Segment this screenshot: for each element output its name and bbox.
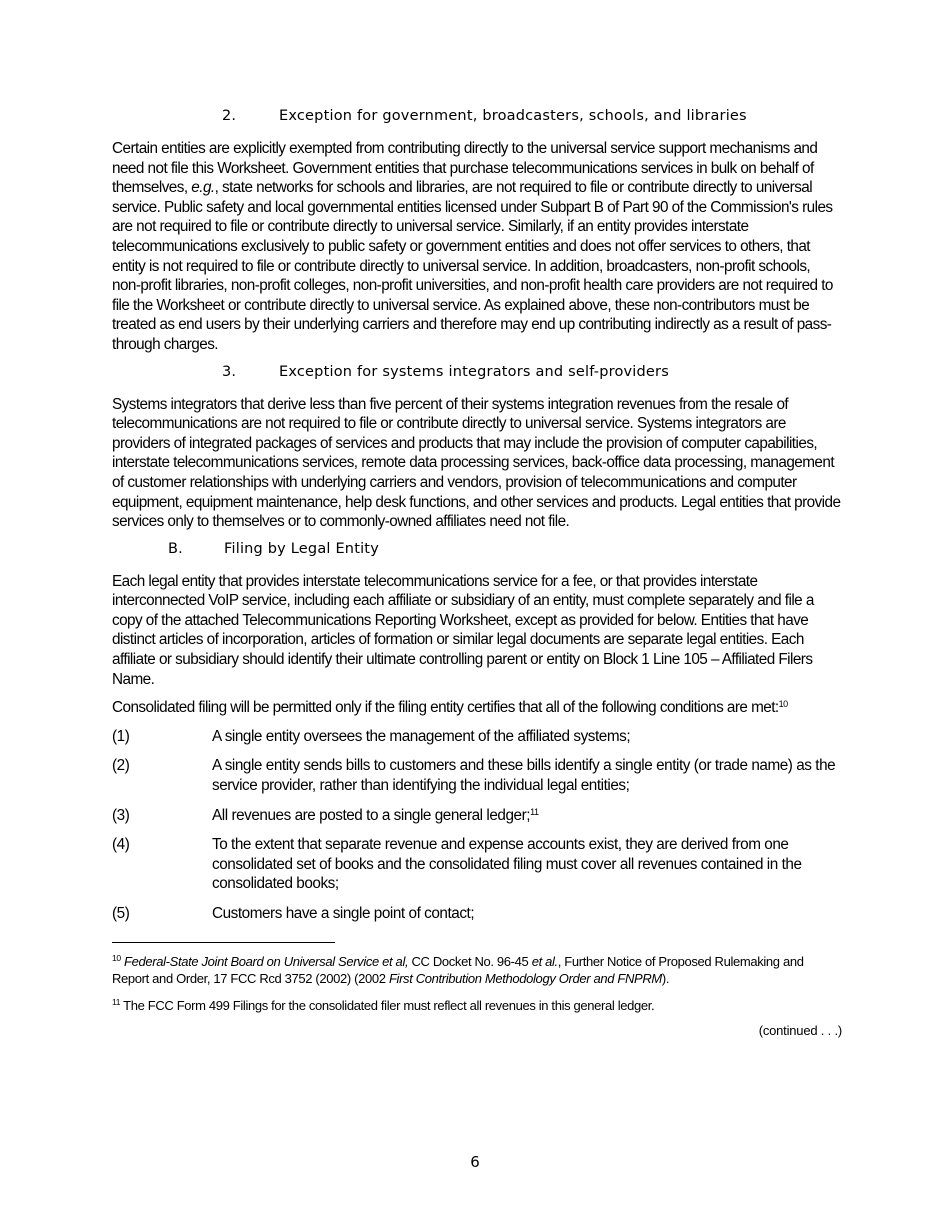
list-item (112, 904, 842, 924)
section-b-title: Filing by Legal Entity (224, 540, 379, 557)
section-b-paragraph-2: Consolidated filing will be permitted only if the filing entity certifies that all of the following conditions are met:$^{10}$ (112, 699, 788, 717)
section-2-number: 2. (222, 108, 237, 124)
list-item-number: (1) (112, 727, 130, 745)
footnote-11: $^{11}$ The FCC Form 499 Filings for the consolidated filer must reflect all revenues in this general ledger. (112, 997, 655, 1013)
section-2-heading (112, 108, 842, 130)
footnote-divider (112, 942, 335, 943)
section-3-title: Exception for systems integrators and self-providers (279, 363, 669, 380)
section-2-paragraph: Certain entities are explicitly exempted from contributing directly to the universal service support mechanisms and need not file this Worksheet. Government entities that purchase telecommunications services in bulk on behalf of themselves, e.g., state networks for schools and libraries, are not required to file or contribute directly to universal service. Public safety and local governmental entities licensed under Subpart B of Part 90 of the Commission's rules are not required to file or contribute directly to universal service. Similarly, if an entity provides interstate telecommunications exclusively to public safety or government entities and does not offer services to others, that entity is not required to file or contribute directly to universal service. In addition, broadcasters, non-profit schools, non-profit libraries, non-profit colleges, non-profit universities, and non-profit health care providers are not required to file the Worksheet or contribute directly to universal service. As explained above, these non-contributors must be treated as end users by their underlying carriers and therefore may end up contributing indirectly as a result of pass-through charges. (112, 140, 833, 353)
list-item-number: (4) (112, 836, 130, 854)
footnote-10: $^{10}$ Federal-State Joint Board on Universal Service et al, CC Docket No. 96-45 et al., Further Notice of Proposed Rulemaking and Report and Order, 17 FCC Rcd 3752 (2002) (2002 First Contribution Methodology Order and FNPRM). (112, 953, 804, 987)
footnote-ref-11[interactable]: 11 (530, 806, 539, 817)
list-item (112, 756, 842, 795)
list-item-number: (3) (112, 806, 130, 824)
list-item (112, 727, 842, 747)
section-2-title: Exception for government, broadcasters, schools, and libraries (279, 108, 747, 124)
list-item-text: A single entity oversees the management of the affiliated systems; (212, 727, 631, 745)
list-item-text: Customers have a single point of contact; (212, 905, 475, 922)
eg-italic: e.g. (191, 179, 215, 197)
section-b-heading (112, 541, 842, 563)
list-item-text: All revenues are posted to a single general ledger;$^{11}$ (212, 806, 539, 824)
list-item (112, 806, 842, 826)
section-3-heading (112, 364, 842, 386)
list-item-text: To the extent that separate revenue and expense accounts exist, they are derived from one consolidated set of books and the consolidated filing must cover all revenues contained in the consolidated books; (212, 836, 802, 893)
conditions-list (112, 727, 842, 924)
footnote-ref-10[interactable]: 10 (778, 699, 788, 710)
list-item-number: (5) (112, 905, 130, 922)
section-3-paragraph: Systems integrators that derive less than five percent of their systems integration revenues from the resale of telecommunications are not required to file or contribute directly to universal service. Systems integrators are providers of integrated packages of services and products that may include the provision of computer capabilities, interstate telecommunications services, remote data processing services, back-office data processing, management of customer relationships with underlying carriers and vendors, provision of telecommunications and computer equipment, equipment maintenance, help desk functions, and other services and products. Legal entities that provide services only to themselves or to commonly-owned affiliates need not file. (112, 395, 841, 531)
continued-note: (continued . . .) (758, 1023, 842, 1039)
page-number: 6 (470, 1153, 480, 1171)
document-page (112, 108, 842, 1038)
list-item-number: (2) (112, 757, 130, 775)
section-b-number: B. (168, 540, 183, 557)
footnote-11-number: 11 (112, 997, 121, 1008)
list-item (112, 835, 842, 894)
section-b-paragraph-1: Each legal entity that provides interstate telecommunications service for a fee, or that provides interstate interconnected VoIP service, including each affiliate or subsidiary of an entity, must complete separately and file a copy of the attached Telecommunications Reporting Worksheet, except as provided for below. Entities that have distinct articles of incorporation, articles of formation or similar legal documents are separate legal entities. Each affiliate or subsidiary should identify their ultimate controlling parent or entity on Block 1 Line 105 – Affiliated Filers Name. (112, 572, 814, 688)
list-item-text: A single entity sends bills to customers and these bills identify a single entity (or trade name) as the service provider, rather than identifying the individual legal entities; (212, 757, 836, 795)
footnote-10-number: 10 (112, 953, 121, 964)
section-3-number: 3. (222, 363, 237, 380)
